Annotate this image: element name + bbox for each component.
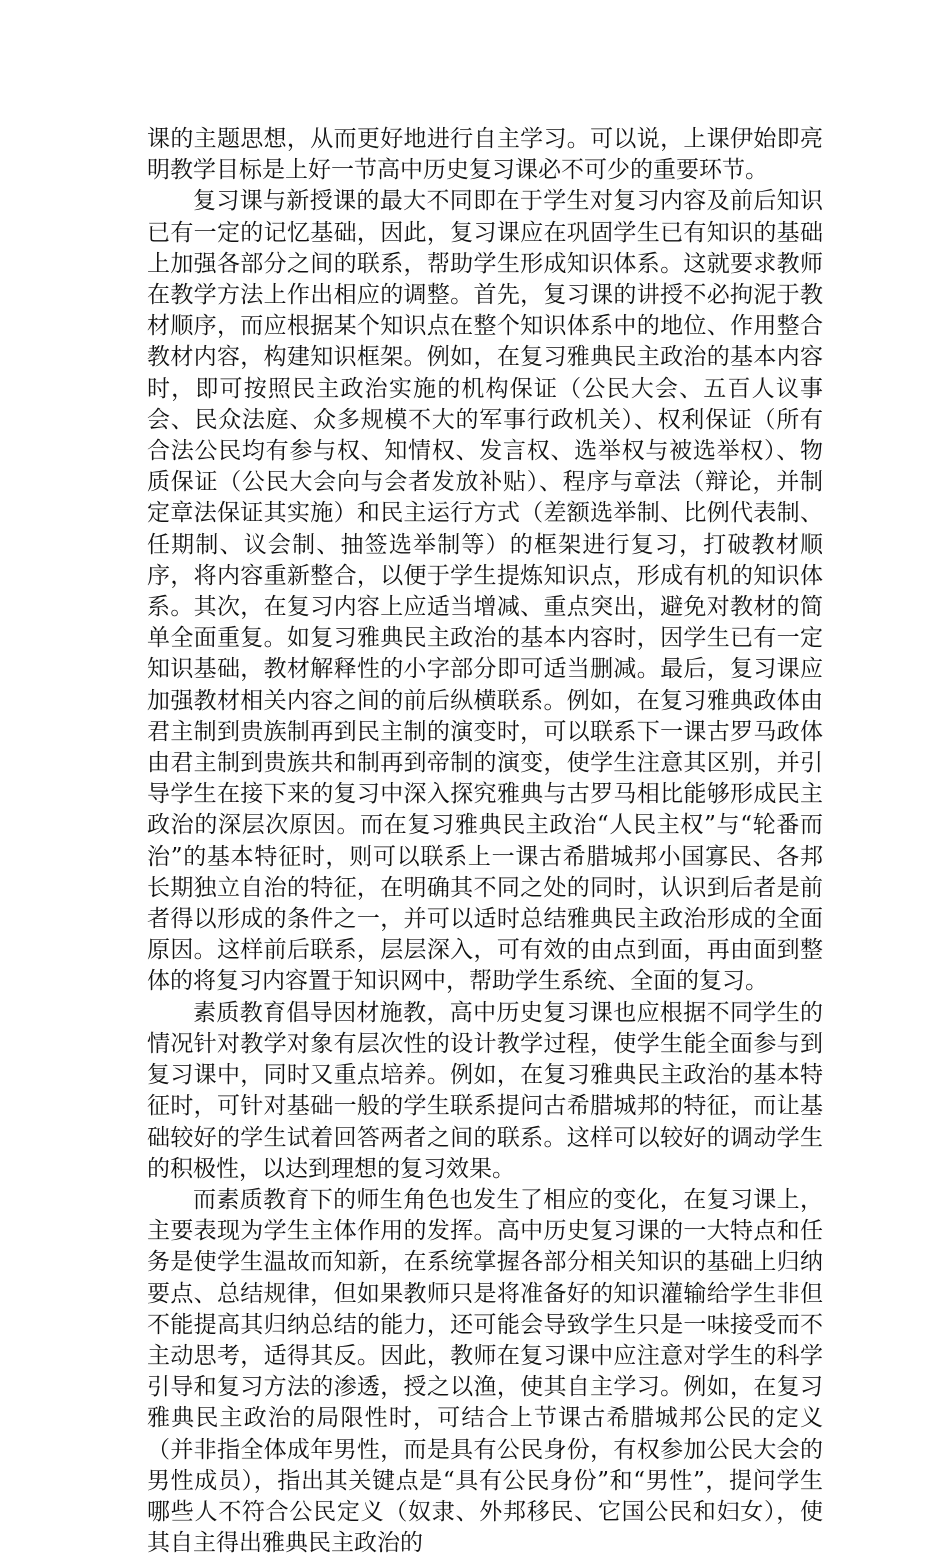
paragraph-3: 素质教育倡导因材施教，高中历史复习课也应根据不同学生的情况针对教学对象有层次性的设计教学过程，使学生能全面参与到复习课中，同时又重点培养。例如，在复习雅典民主政治的基本特征时，可针对基础一般的学生联系提问古希腊城邦的特征，而让基础较好的学生试着回答两者之间的联系。这样可以较好的调动学生的积极性，以达到理想的复习效果。 (147, 999, 823, 1182)
paragraph-2: 复习课与新授课的最大不同即在于学生对复习内容及前后知识已有一定的记忆基础，因此，复习课应在巩固学生已有知识的基础上加强各部分之间的联系，帮助学生形成知识体系。这就要求教师在教学方法上作出相应的调整。首先，复习课的讲授不必拘泥于教材顺序，而应根据某个知识点在整个知识体系中的地位、作用整合教材内容，构建知识框架。例如，在复习雅典民主政治的基本内容时，即可按照民主政治实施的机构保证（公民大会、五百人议事会、民众法庭、众多规模不大的军事行政机关）、权利保证（所有合法公民均有参与权、知情权、发言权、选举权与被选举权）、物质保证（公民大会向与会者发放补贴）、程序与章法（辩论，并制定章法保证其实施）和民主运行方式（差额选举制、比例代表制、任期制、议会制、抽签选举制等）的框架进行复习，打破教材顺序，将内容重新整合，以便于学生提炼知识点，形成有机的知识体系。其次，在复习内容上应适当增减、重点突出，避免对教材的简单全面重复。如复习雅典民主政治的基本内容时，因学生已有一定知识基础，教材解释性的小字部分即可适当删减。最后，复习课应加强教材相关内容之间的前后纵横联系。例如，在复习雅典政体由君主制到贵族制再到民主制的演变时，可以联系下一课古罗马政体由君主制到贵族共和制再到帝制的演变，使学生注意其区别，并引导学生在接下来的复习中深入探究雅典与古罗马相比能够形成民主政治的深层次原因。而在复习雅典民主政治“人民主权”与“轮番而治”的基本特征时，则可以联系上一课古希腊城邦小国寡民、各邦长期独立自治的特征，在明确其不同之处的同时，认识到后者是前者得以形成的条件之一，并可以适时总结雅典民主政治形成的全面原因。这样前后联系，层层深入，可有效的由点到面，再由面到整体的将复习内容置于知识网中，帮助学生系统、全面的复习。 (147, 188, 823, 995)
paragraph-4: 而素质教育下的师生角色也发生了相应的变化，在复习课上，主要表现为学生主体作用的发挥。高中历史复习课的一大特点和任务是使学生温故而知新，在系统掌握各部分相关知识的基础上归纳要点、总结规律，但如果教师只是将准备好的知识灌输给学生非但不能提高其归纳总结的能力，还可能会导致学生只是一味接受而不主动思考，适得其反。因此，教师在复习课中应注意对学生的科学引导和复习方法的渗透，授之以渔，使其自主学习。例如，在复习雅典民主政治的局限性时，可结合上节课古希腊城邦公民的定义（并非指全体成年男性，而是具有公民身份，有权参加公民大会的男性成员），指出其关键点是“具有公民身份”和“男性”，提问学生哪些人不符合公民定义（奴隶、外邦移民、它国公民和妇女），使其自主得出雅典民主政治的 (147, 1186, 823, 1557)
paragraph-1: 课的主题思想，从而更好地进行自主学习。可以说，上课伊始即亮明教学目标是上好一节高中历史复习课必不可少的重要环节。 (147, 126, 823, 184)
